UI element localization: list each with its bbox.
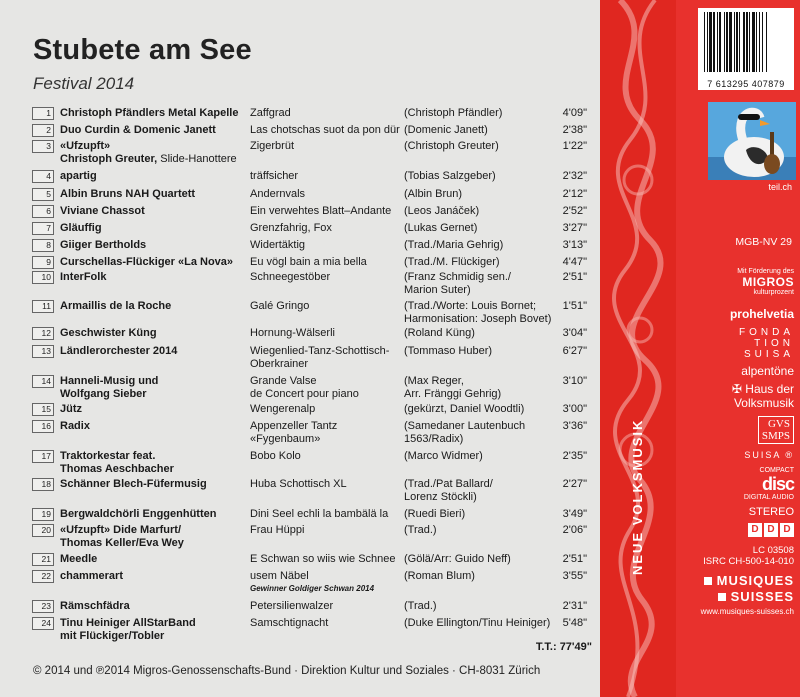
artist-name: Armaillis de la Roche [60, 300, 172, 312]
track-artist [60, 327, 245, 340]
ddd-badge [748, 523, 794, 537]
title-text: Grenzfahrig, Fox [250, 222, 332, 234]
track-title [250, 600, 402, 613]
barcode-bar [746, 12, 748, 72]
haus-der-volksmusik-logo [674, 382, 794, 410]
track-duration: 3'10" [562, 375, 587, 387]
track-duration: 3'13" [562, 239, 587, 251]
track-artist [60, 124, 245, 137]
artist-name: Christoph Pfändlers Metal Kapelle [60, 107, 239, 119]
track-number: 20 [32, 524, 54, 537]
isrc-code: ISRC CH-500-14-010 [703, 556, 794, 567]
sponsor-logos [674, 268, 794, 616]
track-composer [404, 124, 554, 137]
track-artist [60, 600, 245, 613]
website-url: www.musiques-suisses.ch [700, 607, 794, 616]
barcode-bar [713, 12, 715, 72]
track-duration: 2'32" [562, 170, 587, 182]
artist-name-line-2: Wolfgang Sieber [60, 388, 147, 400]
composer-text-line-2: Harmonisation: Joseph Bovet) [404, 313, 552, 325]
track-composer [404, 170, 554, 183]
composer-text-line-2: Arr. Fränggi Gehrig) [404, 388, 502, 400]
ddd-letter-1: D [748, 523, 762, 537]
track-artist [60, 271, 245, 284]
barcode-bar [756, 12, 757, 72]
track-number: 14 [32, 375, 54, 388]
cd-bottom-text: DIGITAL AUDIO [743, 494, 794, 501]
artist-name: Curschellas-Flückiger «La Nova» [60, 256, 234, 268]
track-composer [404, 478, 554, 504]
track-artist [60, 375, 245, 401]
composer-text: (Franz Schmidig sen./ [404, 271, 511, 283]
barcode-bar [717, 12, 718, 72]
track-title [250, 107, 402, 120]
track-duration: 3'49" [562, 508, 587, 520]
lc-code: LC 03508 [752, 545, 794, 556]
title-text-line-2: «Fygenbaum» [250, 433, 321, 445]
album-subtitle: Festival 2014 [33, 74, 135, 93]
track-composer [404, 403, 554, 416]
ornament-pattern [600, 0, 676, 697]
track-number: 8 [32, 239, 54, 252]
barcode-bar [739, 12, 740, 72]
track-number: 22 [32, 570, 54, 583]
artist-name: Viviane Chassot [60, 205, 145, 217]
title-text: usem Näbel [250, 570, 309, 582]
track-number: 12 [32, 327, 54, 340]
suisa-logo: SUISA ® [744, 450, 794, 460]
track-duration: 2'12" [562, 188, 587, 200]
hdv-line-1: Haus der [745, 382, 794, 396]
track-artist [60, 524, 245, 550]
title-text: Andernvals [250, 188, 306, 200]
barcode-bar [743, 12, 745, 72]
track-artist [60, 403, 245, 416]
artist-name: «Ufzupft» Dide Marfurt/ [60, 524, 181, 536]
track-duration: 2'06" [562, 524, 587, 536]
track-title [250, 327, 402, 340]
track-title [250, 188, 402, 201]
track-number: 5 [32, 188, 54, 201]
track-title [250, 617, 402, 630]
title-text: E Schwan so wiis wie Schnee [250, 553, 396, 565]
gvs-text: GVS [767, 418, 790, 430]
track-number: 19 [32, 508, 54, 521]
composer-text: (Marco Widmer) [404, 450, 483, 462]
fondation-line-1: FONDA [739, 327, 794, 338]
track-composer [404, 375, 554, 401]
composer-text: (Lukas Gernet) [404, 222, 478, 234]
artist-name-line-2: Christoph Greuter, [60, 153, 158, 165]
barcode-bar [707, 12, 708, 72]
composer-text: (Domenic Janett) [404, 124, 488, 136]
track-duration: 3'36" [562, 420, 587, 432]
artist-name: Jütz [60, 403, 82, 415]
track-artist [60, 508, 245, 521]
track-composer [404, 300, 554, 326]
track-artist [60, 450, 245, 476]
title-text: Bobo Kolo [250, 450, 301, 462]
track-title [250, 222, 402, 235]
composer-text: (Christoph Greuter) [404, 140, 499, 152]
track-title [250, 256, 402, 269]
track-artist [60, 553, 245, 566]
artist-name: Traktorkestar feat. [60, 450, 156, 462]
support-text: Mit Förderung des [737, 268, 794, 275]
album-title: Stubete am See [33, 34, 252, 66]
barcode-bar [736, 12, 738, 72]
track-duration: 1'22" [562, 140, 587, 152]
title-text: Zaffgrad [250, 107, 291, 119]
track-duration: 3'04" [562, 327, 587, 339]
track-duration: 3'27" [562, 222, 587, 234]
track-composer [404, 205, 554, 218]
barcode-number: 7 613295 407879 [707, 79, 785, 89]
artist-name: Geschwister Küng [60, 327, 157, 339]
track-title [250, 271, 402, 284]
artist-name-line-2: Thomas Keller/Eva Wey [60, 537, 184, 549]
track-composer [404, 239, 554, 252]
track-title [250, 170, 402, 183]
track-composer [404, 107, 554, 120]
artist-name: InterFolk [60, 271, 107, 283]
track-artist [60, 107, 245, 120]
fondation-line-2: TION [754, 338, 794, 349]
track-number: 7 [32, 222, 54, 235]
track-composer [404, 188, 554, 201]
track-duration: 3'55" [562, 570, 587, 582]
musiques-text: MUSIQUES [716, 573, 794, 588]
composer-text: (Trad./Pat Ballard/ [404, 478, 493, 490]
track-title [250, 375, 402, 401]
track-duration: 2'51" [562, 271, 587, 283]
composer-text-line-2: Lorenz Stöckli) [404, 491, 477, 503]
track-duration: 2'31" [562, 600, 587, 612]
artist-name: Giiger Bertholds [60, 239, 147, 251]
square-icon [718, 593, 726, 601]
artist-instrument: Slide-Hanottere [157, 153, 237, 165]
artist-name: Duo Curdin & Domenic Janett [60, 124, 216, 136]
track-composer [404, 256, 554, 269]
track-number: 1 [32, 107, 54, 120]
track-artist [60, 239, 245, 252]
copyright-footer: © 2014 und ℗2014 Migros-Genossenschafts-Bund · Direktion Kultur und Soziales · CH-8031 Zürich [33, 665, 541, 677]
title-text: träffsicher [250, 170, 299, 182]
ornament-band [600, 0, 676, 697]
compact-disc-logo [674, 466, 794, 502]
track-title [250, 524, 402, 537]
catalog-number: MGB-NV 29 [735, 236, 792, 248]
barcode-bar [759, 12, 760, 72]
barcode-bar [709, 12, 712, 72]
vertical-series-label: NEUE VOLKSMUSIK [630, 418, 645, 575]
track-composer [404, 420, 554, 446]
track-number: 15 [32, 403, 54, 416]
track-composer [404, 345, 554, 358]
track-title [250, 450, 402, 463]
artist-name: Tinu Heiniger AllStarBand [60, 617, 196, 629]
title-text: Ein verwehtes Blatt–Andante [250, 205, 392, 217]
cd-disc-text: disc [761, 474, 794, 494]
artist-name: «Ufzupft» [60, 140, 111, 152]
track-duration: 6'27" [562, 345, 587, 357]
composer-text: (Tobias Salzgeber) [404, 170, 496, 182]
ddd-letter-3: D [780, 523, 794, 537]
swan-photo [708, 102, 796, 180]
track-number: 16 [32, 420, 54, 433]
gvs-smps-logo [758, 416, 794, 444]
track-composer [404, 271, 554, 297]
track-title [250, 300, 402, 313]
track-artist [60, 205, 245, 218]
title-text: Widertäktig [250, 239, 306, 251]
track-title [250, 570, 402, 594]
barcode-bar [734, 12, 735, 72]
track-number: 21 [32, 553, 54, 566]
title-text: Huba Schottisch XL [250, 478, 347, 490]
barcode-bar [766, 12, 767, 72]
title-text-line-2: de Concert pour piano [250, 388, 359, 400]
swan-illustration [708, 102, 796, 180]
composer-text: (Trad./Maria Gehrig) [404, 239, 504, 251]
composer-text: (Samedaner Lautenbuch [404, 420, 526, 432]
composer-text: (Trad.) [404, 600, 437, 612]
composer-text: (Tommaso Huber) [404, 345, 493, 357]
title-text: Frau Hüppi [250, 524, 305, 536]
migros-logo: MIGROS [742, 275, 794, 289]
composer-text: (Max Reger, [404, 375, 464, 387]
track-duration: 1'51" [562, 300, 587, 312]
title-text: Samschtignacht [250, 617, 329, 629]
track-title [250, 205, 402, 218]
track-title [250, 553, 402, 566]
cd-top-text: COMPACT [759, 467, 794, 474]
barcode-bar [704, 12, 705, 72]
composer-text: (Leos Janáček) [404, 205, 480, 217]
track-artist [60, 140, 245, 166]
track-number: 9 [32, 256, 54, 269]
track-artist [60, 570, 245, 583]
stereo-label: STEREO [748, 506, 794, 518]
artist-name-line-2: mit Flückiger/Tobler [60, 630, 165, 642]
track-artist [60, 222, 245, 235]
cross-icon: ✠ [731, 382, 746, 396]
track-title [250, 478, 402, 491]
track-artist [60, 617, 245, 643]
artist-name: Meedle [60, 553, 98, 565]
track-composer [404, 222, 554, 235]
title-text: Petersilienwalzer [250, 600, 334, 612]
track-composer [404, 524, 554, 537]
track-composer [404, 553, 554, 566]
artist-name: Ländlerorchester 2014 [60, 345, 178, 357]
track-title [250, 124, 402, 137]
composer-text-line-2: Marion Suter) [404, 284, 471, 296]
track-number: 2 [32, 124, 54, 137]
title-text: Las chotschas suot da pon dür [250, 124, 400, 136]
track-duration: 3'00" [562, 403, 587, 415]
track-title [250, 140, 402, 153]
track-artist [60, 478, 245, 491]
track-title [250, 508, 402, 521]
title-text: Dini Seel echli la bambälä la [250, 508, 389, 520]
composer-text: (Trad./Worte: Louis Bornet; [404, 300, 537, 312]
alpentoene-logo: alpentöne [741, 364, 794, 378]
track-composer [404, 570, 554, 583]
track-number: 24 [32, 617, 54, 630]
hdv-line-2: Volksmusik [733, 396, 794, 410]
track-composer [404, 140, 554, 153]
track-composer [404, 600, 554, 613]
artist-name: Hanneli-Musig und [60, 375, 159, 387]
track-duration: 2'51" [562, 553, 587, 565]
barcode-bar [752, 12, 755, 72]
track-artist [60, 420, 245, 433]
artist-name: apartig [60, 170, 97, 182]
track-title [250, 239, 402, 252]
barcode-bar [749, 12, 750, 72]
musiques-suisses-logo [674, 573, 794, 605]
track-duration: 5'48" [562, 617, 587, 629]
title-text: Galé Gringo [250, 300, 310, 312]
artist-name: Schänner Blech-Füfermusig [60, 478, 207, 490]
track-number: 3 [32, 140, 54, 153]
title-text: Grande Valse [250, 375, 317, 387]
smps-text: SMPS [761, 430, 790, 442]
composer-text: (Roland Küng) [404, 327, 475, 339]
square-icon [704, 577, 712, 585]
track-number: 10 [32, 271, 54, 284]
composer-text: (Christoph Pfändler) [404, 107, 503, 119]
barcode-bar [719, 12, 721, 72]
composer-text: (Roman Blum) [404, 570, 475, 582]
track-artist [60, 170, 245, 183]
track-number: 13 [32, 345, 54, 358]
barcode-bars [702, 12, 790, 72]
track-artist [60, 300, 245, 313]
track-number: 11 [32, 300, 54, 313]
track-composer [404, 508, 554, 521]
suisses-text: SUISSES [730, 589, 794, 604]
track-title [250, 403, 402, 416]
composer-text: (gekürzt, Daniel Woodtli) [404, 403, 525, 415]
composer-text-line-2: 1563/Radix) [404, 433, 464, 445]
barcode-bar [726, 12, 728, 72]
title-text: Eu vögl bain a mia bella [250, 256, 367, 268]
track-duration: 2'52" [562, 205, 587, 217]
track-title [250, 420, 402, 446]
photo-credit: teil.ch [768, 182, 792, 192]
artist-name-line-2: Thomas Aeschbacher [60, 463, 174, 475]
title-text: Hornung-Wälserli [250, 327, 335, 339]
track-composer [404, 450, 554, 463]
artist-name: Albin Bruns NAH Quartett [60, 188, 196, 200]
artist-name: Gläuffig [60, 222, 102, 234]
kulturprozent-text: kulturprozent [753, 289, 794, 296]
award-note: Gewinner Goldiger Schwan 2014 [250, 584, 375, 593]
track-artist [60, 256, 245, 269]
track-composer [404, 327, 554, 340]
label-codes [674, 545, 794, 567]
track-title [250, 345, 402, 371]
track-duration: 2'35" [562, 450, 587, 462]
artist-name: Rämschfädra [60, 600, 130, 612]
track-artist [60, 188, 245, 201]
track-number: 6 [32, 205, 54, 218]
track-composer [404, 617, 554, 630]
composer-text: (Gölä/Arr: Guido Neff) [404, 553, 511, 565]
composer-text: (Duke Ellington/Tinu Heiniger) [404, 617, 551, 629]
track-number: 4 [32, 170, 54, 183]
title-text: Zigerbrüt [250, 140, 295, 152]
barcode-bar [729, 12, 732, 72]
composer-text: (Trad./M. Flückiger) [404, 256, 500, 268]
barcode-bar [724, 12, 725, 72]
title-text: Wengerenalp [250, 403, 316, 415]
barcode-bar [762, 12, 763, 72]
track-number: 23 [32, 600, 54, 613]
title-text: Schneegestöber [250, 271, 331, 283]
track-artist [60, 345, 245, 358]
ddd-letter-2: D [764, 523, 778, 537]
track-duration: 4'09" [562, 107, 587, 119]
artist-name: Radix [60, 420, 90, 432]
track-number: 18 [32, 478, 54, 491]
title-text: Appenzeller Tantz [250, 420, 338, 432]
composer-text: (Trad.) [404, 524, 437, 536]
composer-text: (Ruedi Bieri) [404, 508, 466, 520]
total-time: T.T.: 77'49" [535, 641, 592, 653]
composer-text: (Albin Brun) [404, 188, 463, 200]
title-text-line-2: Oberkrainer [250, 358, 309, 370]
fondation-line-3: SUISA [743, 349, 794, 360]
artist-name: Bergwaldchörli Enggenhütten [60, 508, 217, 520]
red-side-panel [600, 0, 800, 697]
track-duration: 2'27" [562, 478, 587, 490]
artist-name: chammerart [60, 570, 123, 582]
title-text: Wiegenlied-Tanz-Schottisch- [250, 345, 390, 357]
prohelvetia-logo: prohelvetia [729, 307, 794, 321]
track-number: 17 [32, 450, 54, 463]
barcode [698, 8, 794, 90]
track-duration: 2'38" [562, 124, 587, 136]
track-duration: 4'47" [562, 256, 587, 268]
fondation-suisa-logo [674, 327, 794, 360]
